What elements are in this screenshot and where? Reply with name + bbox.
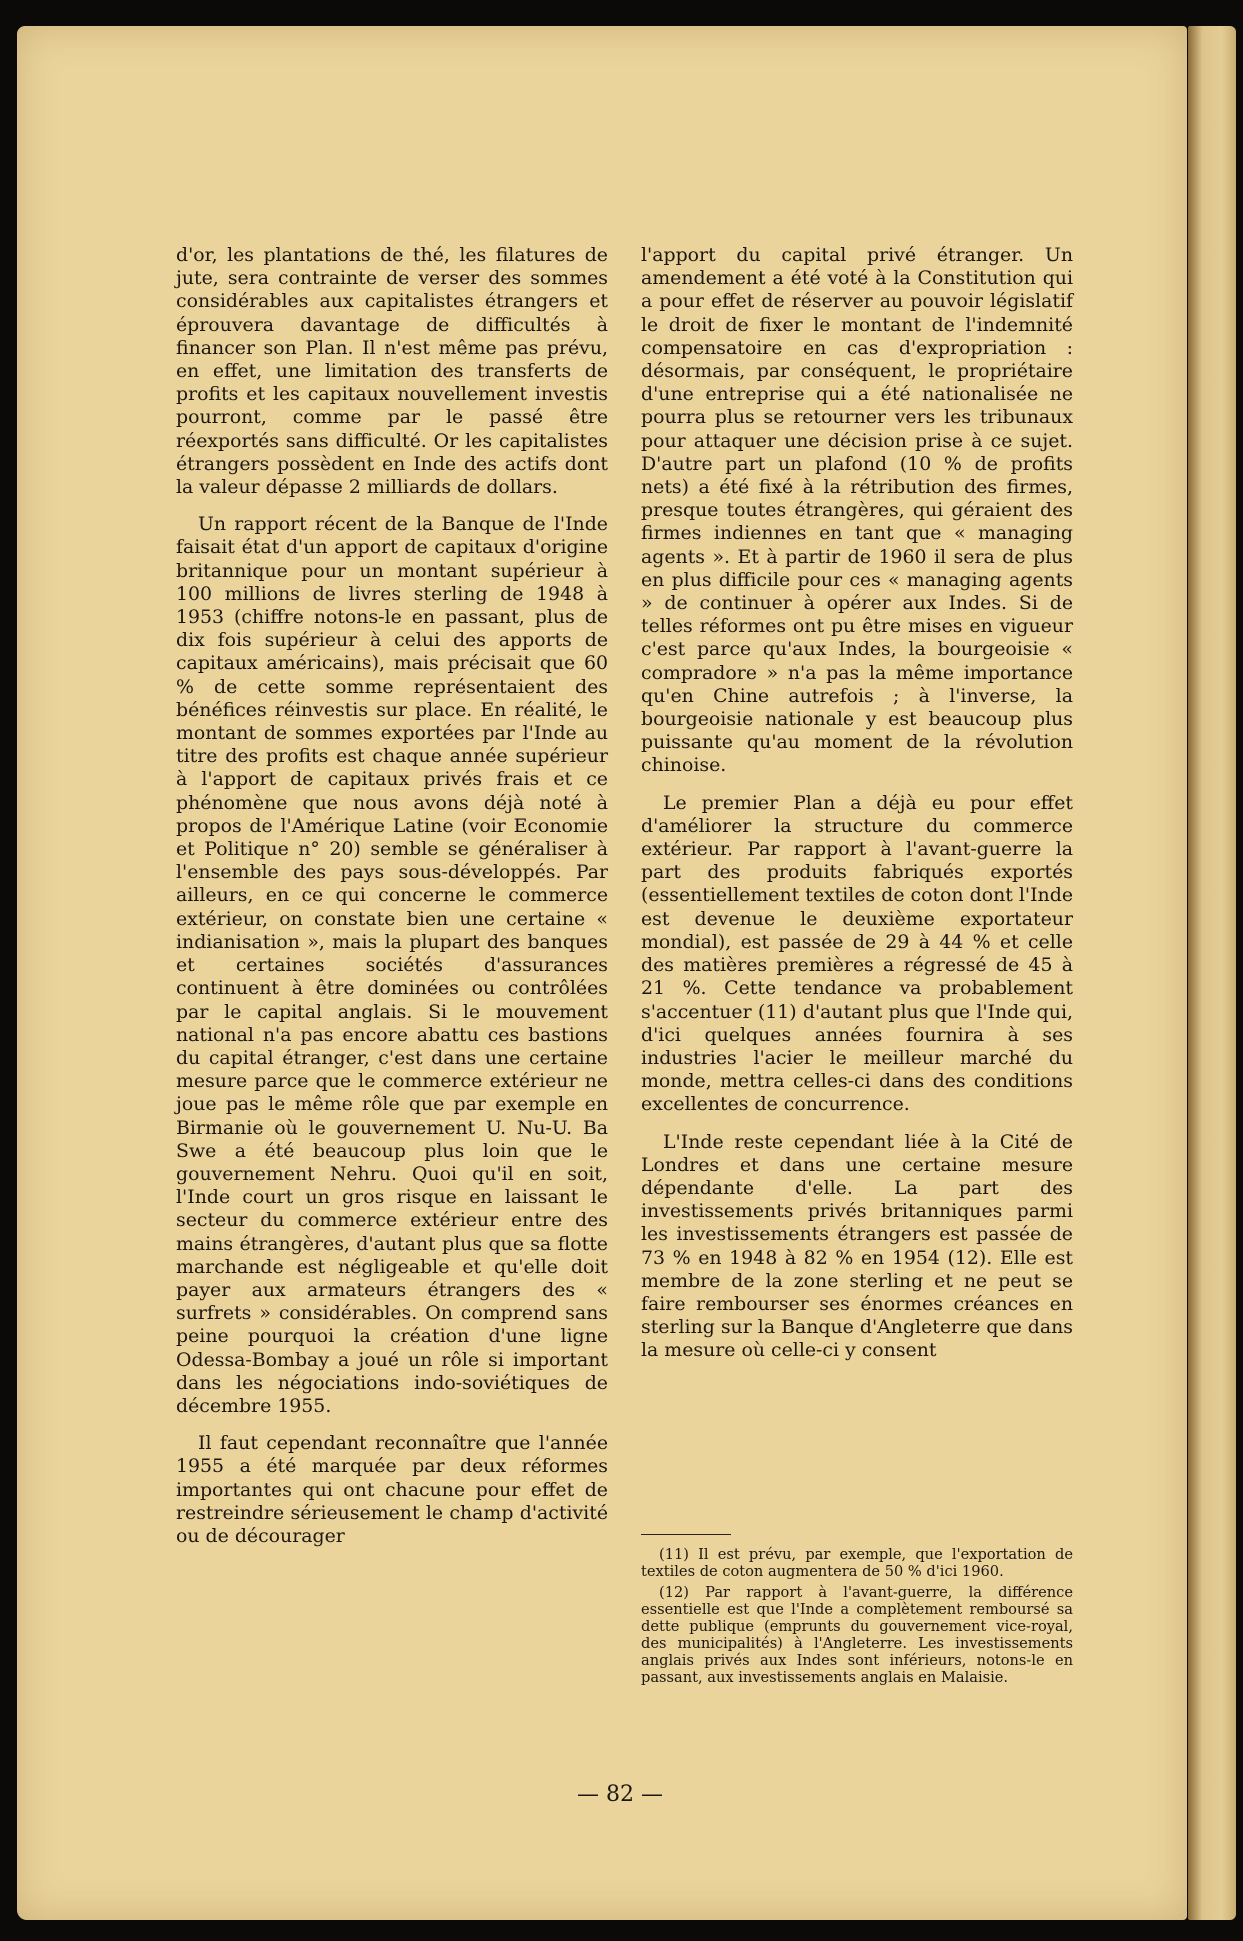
paragraph: Il faut cependant reconnaître que l'année 1955 a été marquée par deux réformes importantes qui ont chacune pour effet de restreindre sérieusement le champ d'activité ou de décourager (176, 1432, 608, 1547)
left-column (176, 244, 608, 1562)
paragraph: Le premier Plan a déjà eu pour effet d'améliorer la structure du commerce extérieur. Par rapport à l'avant-guerre la part des produits fabriqués exportés (essentiellement textiles de coton dont l'Inde est devenue le deuxième exportateur mondial), est passée de 29 à 44 % et celle des matières premières a régressé de 45 à 21 %. Cette tendance va probablement s'accentuer (11) d'autant plus que l'Inde qui, d'ici quelques années fournira à ses industries l'acier le meilleur marché du monde, mettra celles-ci dans des conditions excellentes de concurrence. (641, 791, 1073, 1116)
next-page-edge (1188, 26, 1236, 1920)
paragraph: L'Inde reste cependant liée à la Cité de Londres et dans une certaine mesure dépendante d'elle. La part des investissements privés britanniques parmi les investissements étrangers est passée de 73 % en 1948 à 82 % en 1954 (12). Elle est membre de la zone sterling et ne peut se faire rembourser ses énormes créances en sterling sur la Banque d'Angleterre que dans la mesure où celle-ci y consent (641, 1130, 1073, 1362)
footnote-12: (12) Par rapport à l'avant-guerre, la différence essentielle est que l'Inde a complètement remboursé sa dette publique (emprunts du gouvernement vice-royal, des municipalités) à l'Angleterre. Les investissements anglais privés aux Indes sont inférieurs, notons-le en passant, aux investissements anglais en Malaisie. (641, 1584, 1073, 1686)
right-column (641, 244, 1073, 1377)
page-number: — 82 — (577, 1782, 663, 1807)
paragraph: Un rapport récent de la Banque de l'Inde faisait état d'un apport de capitaux d'origine britannique pour un montant supérieur à 100 millions de livres sterling de 1948 à 1953 (chiffre notons-le en passant, plus de dix fois supérieur à celui des apports de capitaux américains), mais précisait que 60 % de cette somme représentaient des bénéfices réinvestis sur place. En réalité, le montant de sommes exportées par l'Inde au titre des profits est chaque année supérieur à l'apport de capitaux privés frais et ce phénomène que nous avons déjà noté à propos de l'Amérique Latine (voir Economie et Politique n° 20) semble se généraliser à l'ensemble des pays sous-développés. Par ailleurs, en ce qui concerne le commerce extérieur, on constate bien une certaine « indianisation », mais la plupart des banques et certaines sociétés d'assurances continuent à être dominées ou contrôlées par le capital anglais. Si le mouvement national n'a pas encore abattu ces bastions du capital étranger, c'est dans une certaine mesure parce que le commerce extérieur ne joue pas le même rôle que par exemple en Birmanie où le gouvernement U. Nu-U. Ba Swe a été beaucoup plus loin que le gouvernement Nehru. Quoi qu'il en soit, l'Inde court un gros risque en laissant le secteur du commerce extérieur entre des mains étrangères, d'autant plus que sa flotte marchande est négligeable et qu'elle doit payer aux armateurs étrangers des « surfrets » considérables. On comprend sans peine pourquoi la création d'une ligne Odessa-Bombay a joué un rôle si important dans les négociations indo-soviétiques de décembre 1955. (176, 513, 608, 1417)
footnote-11: (11) Il est prévu, par exemple, que l'exportation de textiles de coton augmentera de 50 % d'ici 1960. (641, 1546, 1073, 1580)
footnote-divider (641, 1534, 731, 1535)
footnotes (641, 1546, 1073, 1690)
paragraph: d'or, les plantations de thé, les filatures de jute, sera contrainte de verser des sommes considérables aux capitalistes étrangers et éprouvera davantage de difficultés à financer son Plan. Il n'est même pas prévu, en effet, une limitation des transferts de profits et les capitaux nouvellement investis pourront, comme par le passé être réexportés sans difficulté. Or les capitalistes étrangers possèdent en Inde des actifs dont la valeur dépasse 2 milliards de dollars. (176, 244, 608, 499)
paragraph: l'apport du capital privé étranger. Un amendement a été voté à la Constitution qui a pour effet de réserver au pouvoir législatif le droit de fixer le montant de l'indemnité compensatoire en cas d'expropriation : désormais, par conséquent, le propriétaire d'une entreprise qui a été nationalisée ne pourra plus se retourner vers les tribunaux pour attaquer une décision prise à ce sujet. D'autre part un plafond (10 % de profits nets) a été fixé à la rétribution des firmes, presque toutes étrangères, qui géraient des firmes indiennes en tant que « managing agents ». Et à partir de 1960 il sera de plus en plus difficile pour ces « managing agents » de continuer à opérer aux Indes. Si de telles réformes ont pu être mises en vigueur c'est parce qu'aux Indes, la bourgeoisie « compradore » n'a pas la même importance qu'en Chine autrefois ; à l'inverse, la bourgeoisie nationale y est beaucoup plus puissante qu'au moment de la révolution chinoise. (641, 244, 1073, 777)
